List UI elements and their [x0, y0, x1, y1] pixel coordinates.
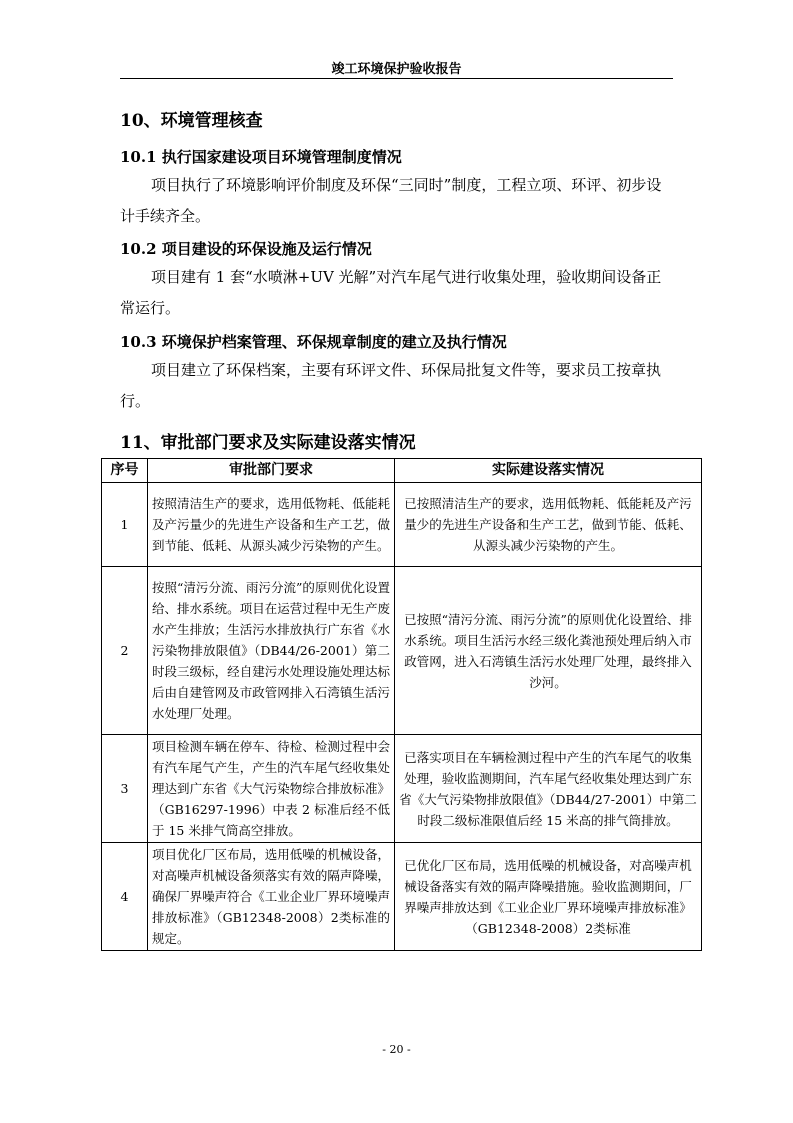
table-row: [102, 843, 702, 951]
row-number: 3: [102, 735, 148, 843]
section-10-1-text: 项目执行了环境影响评价制度及环保“三同时”制度，工程立项、环评、初步设计手续齐全。: [120, 176, 662, 225]
approval-requirements-table: [101, 458, 702, 951]
table-header-row: [102, 459, 702, 483]
row-requirement: 按照“清污分流、雨污分流”的原则优化设置给、排水系统。项目在运营过程中无生产废水产生排放；生活污水排放执行广东省《水污染物排放限值》（DB44/26-2001）第二时段三级标，经自建污水处理设施处理达标后由自建管网及市政管网排入石湾镇生活污水处理厂处理。: [148, 567, 395, 735]
header-implementation: 实际建设落实情况: [395, 459, 702, 483]
row-requirement: 按照清洁生产的要求，选用低物耗、低能耗及产污量少的先进生产设备和生产工艺，做到节能、低耗、从源头减少污染物的产生。: [148, 483, 395, 567]
table-row: [102, 483, 702, 567]
row-implementation: 已按照清洁生产的要求，选用低物耗、低能耗及产污量少的先进生产设备和生产工艺，做到节能、低耗、从源头减少污染物的产生。: [395, 483, 702, 567]
row-requirement: 项目优化厂区布局，选用低噪的机械设备，对高噪声机械设备须落实有效的隔声降噪，确保厂界噪声符合《工业企业厂界环境噪声排放标准》（GB12348-2008）2类标准的规定。: [148, 843, 395, 951]
row-implementation: 已优化厂区布局，选用低噪的机械设备，对高噪声机械设备落实有效的隔声降噪措施。验收监测期间，厂界噪声排放达到《工业企业厂界环境噪声排放标准》（GB12348-2008）2类标准: [395, 843, 702, 951]
section-11-title: 11、审批部门要求及实际建设落实情况: [120, 433, 416, 453]
row-number: 4: [102, 843, 148, 951]
section-10-2-text: 项目建有 1 套“水喷淋+UV 光解”对汽车尾气进行收集处理，验收期间设备正常运行。: [120, 268, 662, 317]
header-divider: [120, 78, 673, 79]
table-row: [102, 567, 702, 735]
section-10-2-title: 10.2 项目建设的环保设施及运行情况: [120, 240, 372, 258]
table-row: [102, 735, 702, 843]
row-requirement: 项目检测车辆在停车、待检、检测过程中会有汽车尾气产生，产生的汽车尾气经收集处理达到广东省《大气污染物综合排放标准》（GB16297-1996）中表 2 标准后经不低于 15 米排气筒高空排放。: [148, 735, 395, 843]
page-header-title: 竣工环境保护验收报告: [331, 62, 462, 77]
row-number: 2: [102, 567, 148, 735]
header-requirement: 审批部门要求: [148, 459, 395, 483]
row-number: 1: [102, 483, 148, 567]
section-10-3-text: 项目建立了环保档案，主要有环评文件、环保局批复文件等，要求员工按章执行。: [120, 361, 662, 410]
section-10-3-title: 10.3 环境保护档案管理、环保规章制度的建立及执行情况: [120, 333, 507, 351]
section-10-title: 10、环境管理核查: [120, 111, 263, 131]
row-implementation: 已落实项目在车辆检测过程中产生的汽车尾气的收集处理，验收监测期间，汽车尾气经收集处理达到广东省《大气污染物排放限值》（DB44/27-2001）中第二时段二级标准限值后经 15 米高的排气筒排放。: [395, 735, 702, 843]
row-implementation: 已按照“清污分流、雨污分流”的原则优化设置给、排水系统。项目生活污水经三级化粪池预处理后纳入市政管网，进入石湾镇生活污水处理厂处理，最终排入沙河。: [395, 567, 702, 735]
section-10-1-title: 10.1 执行国家建设项目环境管理制度情况: [120, 148, 402, 166]
header-number: 序号: [102, 459, 148, 483]
page-number: - 20 -: [382, 1043, 411, 1056]
